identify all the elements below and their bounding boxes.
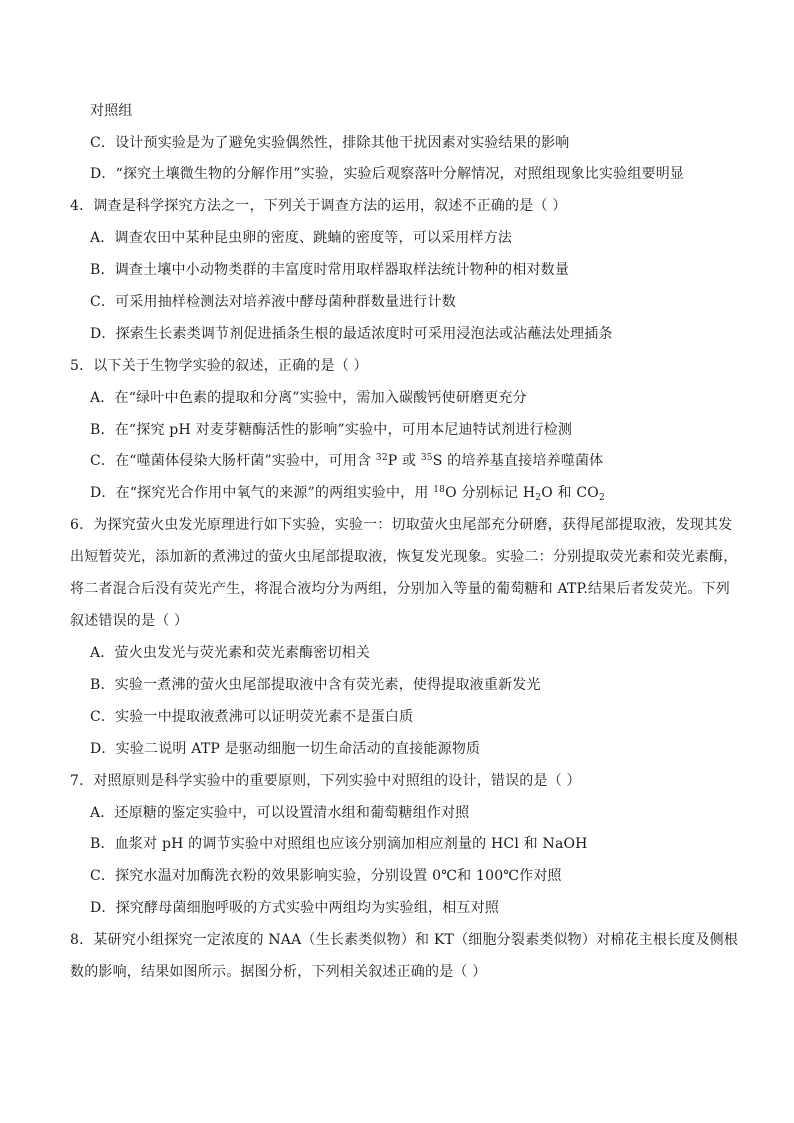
q6-stem-line3: 将二者混合后没有荧光产生，将混合液均分为两组，分别加入等量的葡萄糖和 ATP.结果后者发荧光。下列 <box>70 581 730 597</box>
q5-option-b: B．在“探究 pH 对麦芽糖酶活性的影响”实验中，可用本尼迪特试剂进行检测 <box>90 422 573 438</box>
q3-option-c: C．设计预实验是为了避免实验偶然性，排除其他干扰因素对实验结果的影响 <box>90 135 570 151</box>
q7-option-c: C．探究水温对加酶洗衣粉的效果影响实验，分别设置 0℃和 100℃作对照 <box>90 868 562 884</box>
continuation-line: 对照组 <box>90 103 133 119</box>
q6-stem-line1: 6．为探究萤火虫发光原理进行如下实验，实验一：切取萤火虫尾部充分研磨，获得尾部提取液，发现其发 <box>70 517 733 533</box>
q5-stem: 5．以下关于生物学实验的叙述，正确的是（ ） <box>70 358 368 374</box>
q7-option-a: A．还原糖的鉴定实验中，可以设置清水组和葡萄糖组作对照 <box>90 805 470 821</box>
q7-option-d: D．探究酵母菌细胞呼吸的方式实验中两组均为实验组，相互对照 <box>90 900 500 916</box>
q4-stem: 4．调查是科学探究方法之一，下列关于调查方法的运用，叙述不正确的是（ ） <box>70 198 567 214</box>
q5-option-d: D．在“探究光合作用中氧气的来源”的两组实验中，用 $^{18}$O 分别标记 $H_2O$ 和 $CO_2$ <box>90 485 605 503</box>
q7-option-b: B．血浆对 pH 的调节实验中对照组也应该分别滴加相应剂量的 HCl 和 NaOH <box>90 836 588 852</box>
q4-option-c: C．可采用抽样检测法对培养液中酵母菌种群数量进行计数 <box>90 294 456 310</box>
q4-option-a: A．调查农田中某种昆虫卵的密度、跳蝻的密度等，可以采用样方法 <box>90 230 513 246</box>
q5-option-c: C．在“噬菌体侵染大肠杆菌”实验中，可用含 $^{32}$P 或 $^{35}$S 的培养基直接培养噬菌体 <box>90 453 604 469</box>
q6-option-c: C．实验一中提取液煮沸可以证明荧光素不是蛋白质 <box>90 709 414 725</box>
q6-stem-line4: 叙述错误的是（ ） <box>70 613 189 629</box>
q5-option-a: A．在“绿叶中色素的提取和分离”实验中，需加入碳酸钙使研磨更充分 <box>90 390 527 406</box>
q4-option-b: B．调查土壤中小动物类群的丰富度时常用取样器取样法统计物种的相对数量 <box>90 262 570 278</box>
q6-option-b: B．实验一煮沸的萤火虫尾部提取液中含有荧光素，使得提取液重新发光 <box>90 677 541 693</box>
q3-option-d: D．“探究土壤微生物的分解作用”实验，实验后观察落叶分解情况，对照组现象比实验组要明显 <box>90 166 685 182</box>
q4-option-d: D．探索生长素类调节剂促进插条生根的最适浓度时可采用浸泡法或沾蘸法处理插条 <box>90 326 613 342</box>
q7-stem: 7．对照原则是科学实验中的重要原则，下列实验中对照组的设计，错误的是（ ） <box>70 773 581 789</box>
q6-option-d: D．实验二说明 ATP 是驱动细胞一切生命活动的直接能源物质 <box>90 741 481 757</box>
q6-stem-line2: 出短暂荧光，添加新的煮沸过的萤火虫尾部提取液，恢复发光现象。实验二：分别提取荧光素和荧光素酶， <box>70 549 738 565</box>
q8-stem-line2: 数的影响，结果如图所示。据图分析，下列相关叙述正确的是（ ） <box>70 964 487 980</box>
q8-stem-line1: 8．某研究小组探究一定浓度的 NAA（生长素类似物）和 KT（细胞分裂素类似物）对棉花主根长度及侧根 <box>70 932 739 948</box>
q6-option-a: A．萤火虫发光与荧光素和荧光素酶密切相关 <box>90 645 371 661</box>
